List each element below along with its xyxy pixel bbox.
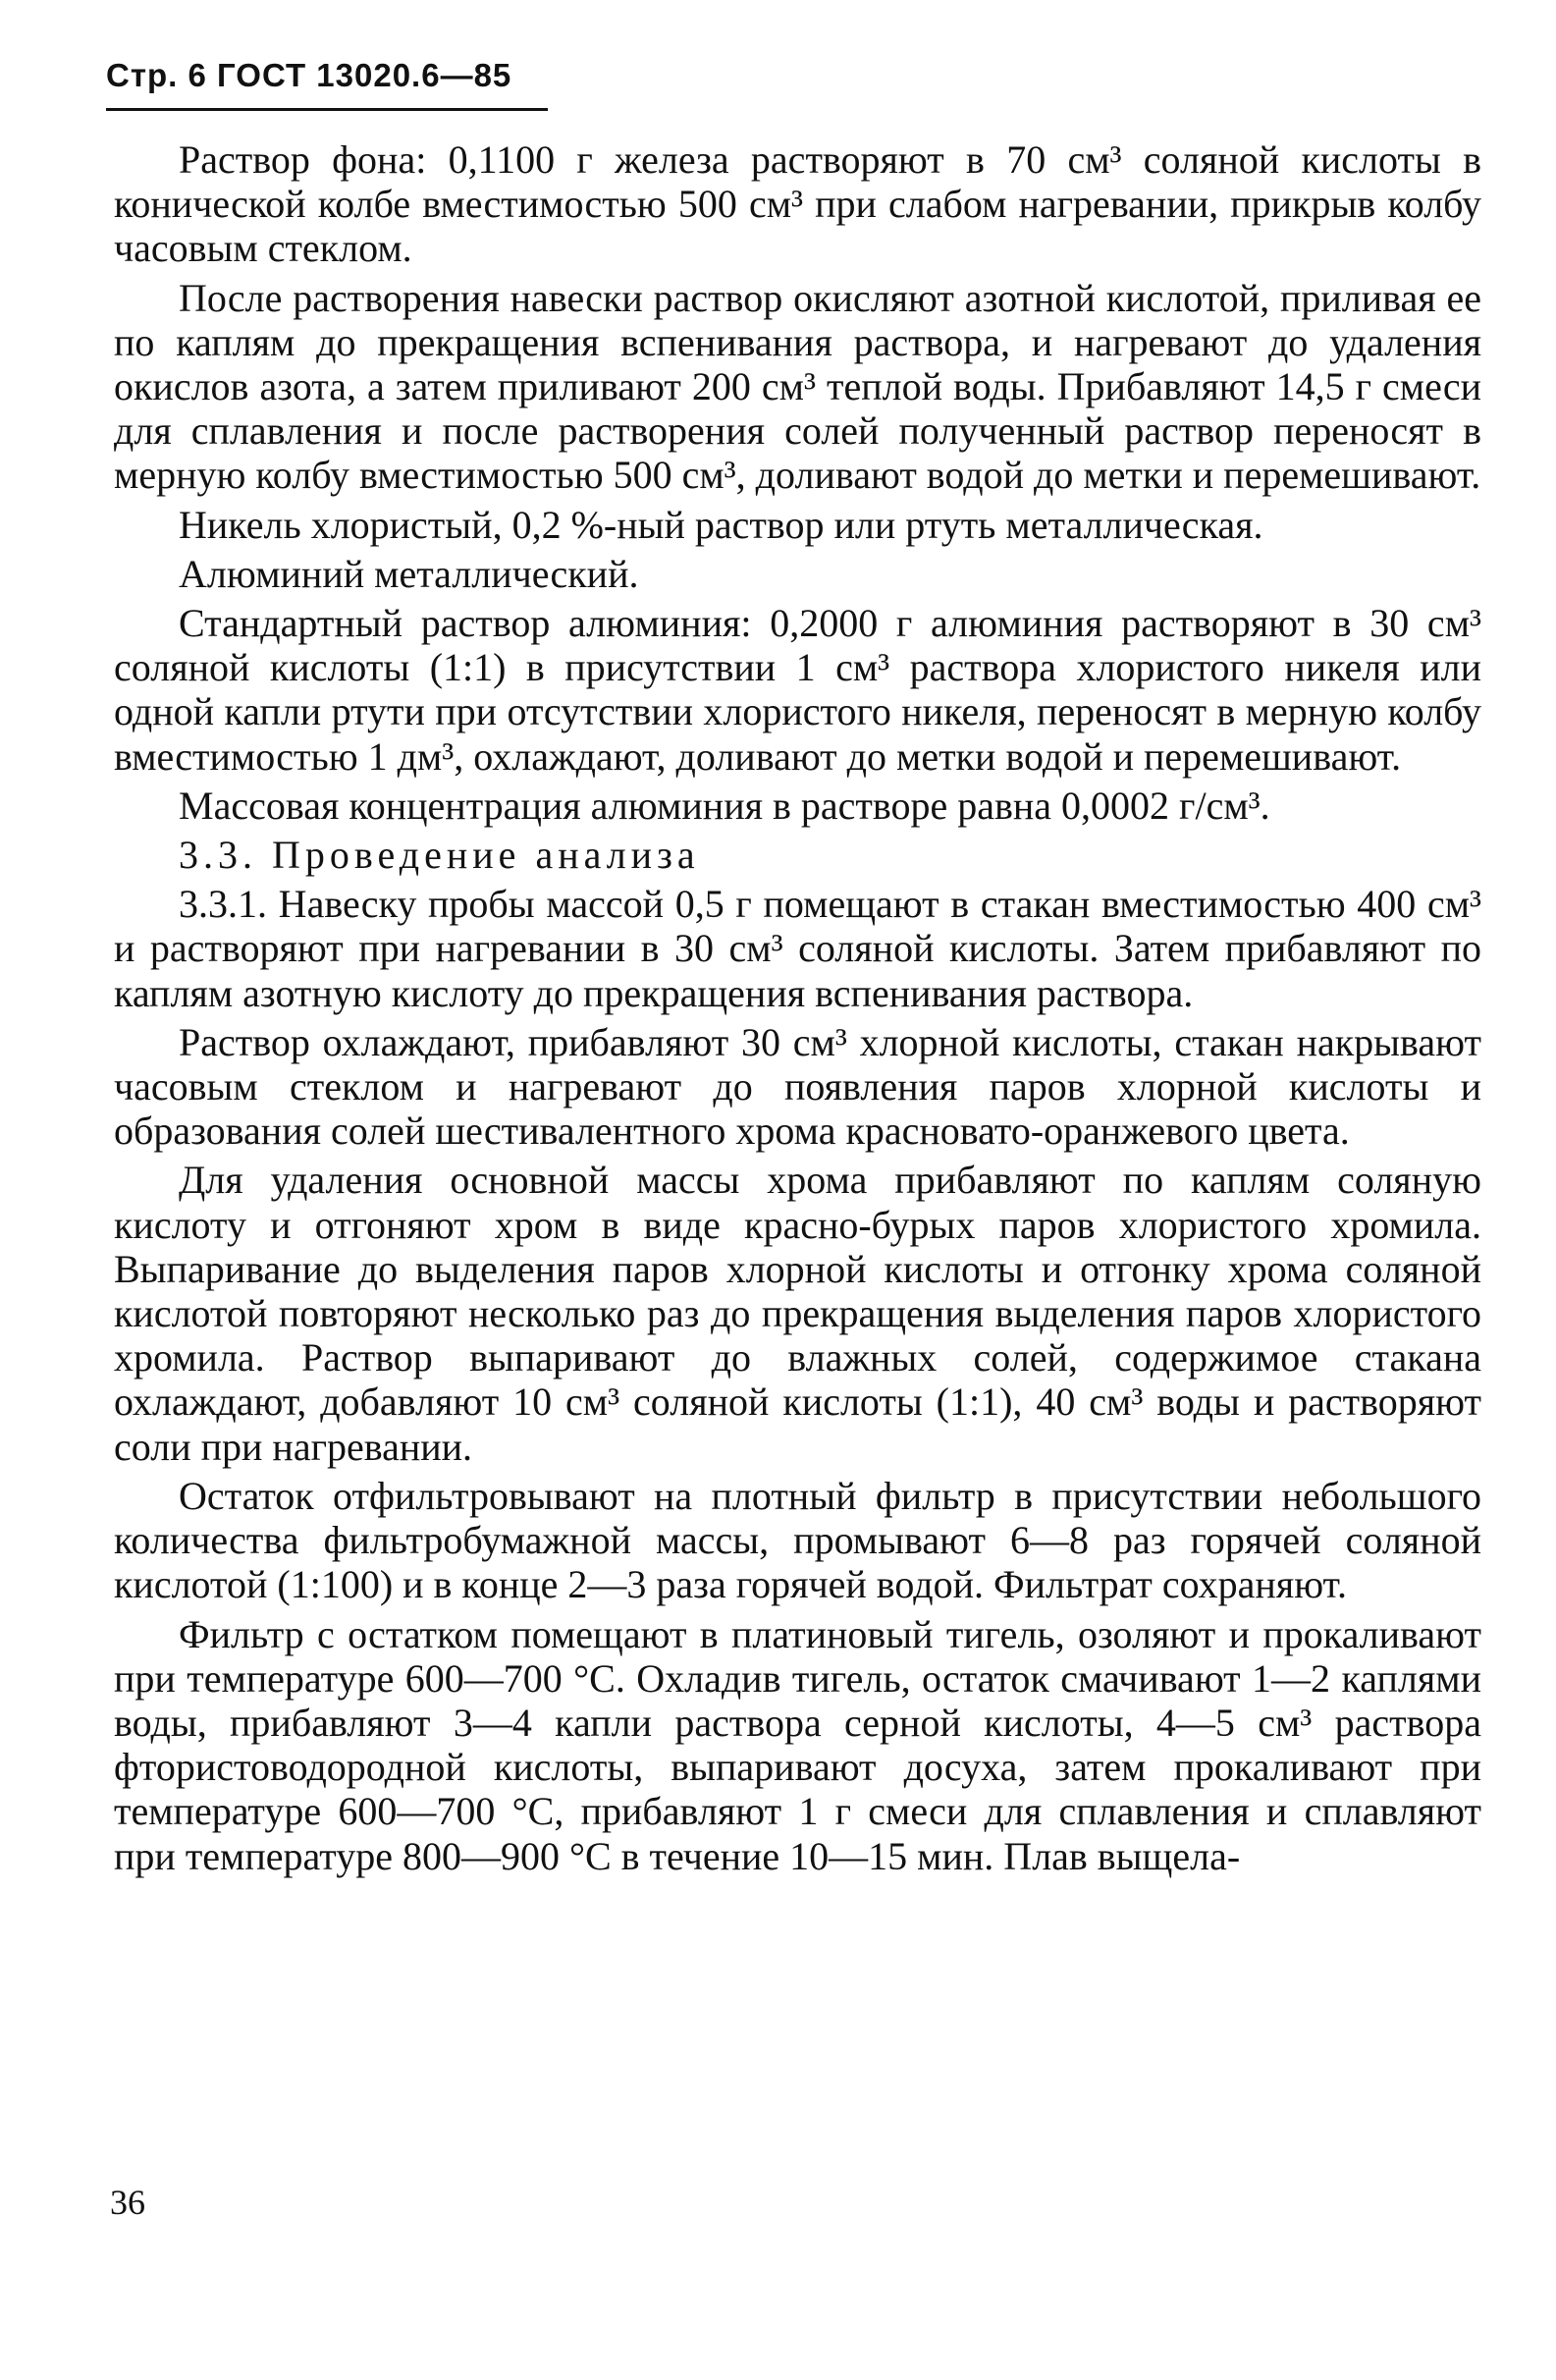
paragraph-standard-solution: Стандартный раствор алюминия: 0,2000 г алюминия растворяют в 30 см³ соляной кислоты (1:1) в присутствии 1 см³ раствора хлористого никеля или одной капли ртути при отсутствии хлористого никеля, переносят в мерную колбу вместимостью 1 дм³, охлаждают, доливают до метки водой и перемешивают. [114,601,1481,779]
paragraph-filtration: Остаток отфильтровывают на плотный фильтр в присутствии небольшого количества фильтробумажной массы, промывают 6—8 раз горячей соляной кислотой (1:100) и в конце 2—3 раза горячей водой. Фильтрат сохраняют. [114,1473,1481,1607]
header-rule [106,108,548,111]
paragraph-aluminium-metal: Алюминий металлический. [179,551,639,596]
paragraph-ignition: Фильтр с остатком помещают в платиновый тигель, озоляют и прокаливают при температуре 600—700 °С. Охладив тигель, остаток смачивают 1—2 каплями воды, прибавляют 3—4 капли раствора серной кислоты, 4—5 см³ раствора фтористоводородной кислоты, выпаривают досуха, затем прокаливают при температуре 600—700 °С, прибавляют 1 г смеси для сплавления и сплавляют при температуре 800—900 °С в течение 10—15 мин. Плав выщела- [114,1611,1481,1878]
paragraph-3-3-1: 3.3.1. Навеску пробы массой 0,5 г помещают в стакан вместимостью 400 см³ и растворяют при нагревании в 30 см³ соляной кислоты. Затем прибавляют по каплям азотную кислоту до прекращения вспенивания раствора. [114,882,1481,1015]
paragraph-cooling: Раствор охлаждают, прибавляют 30 см³ хлорной кислоты, стакан накрывают часовым стеклом и нагревают до появления паров хлорной кислоты и образования солей шестивалентного хрома красновато-оранжевого цвета. [114,1019,1481,1154]
document-body [114,137,1481,1883]
page-header: Стр. 6 ГОСТ 13020.6—85 [106,57,512,93]
paragraph-dissolution: После растворения навески раствор окисляют азотной кислотой, приливая ее по каплям до прекращения вспенивания раствора, и нагревают до удаления окислов азота, а затем приливают 200 см³ теплой воды. Прибавляют 14,5 г смеси для сплавления и после растворения солей полученный раствор переносят в мерную колбу вместимостью 500 см³, доливают водой до метки и перемешивают. [114,275,1481,498]
section-heading: 3.3. Проведение анализа [179,833,700,878]
paragraph-background-solution: Раствор фона: 0,1100 г железа растворяют в 70 см³ соляной кислоты в конической колбе вместимостью 500 см³ при слабом нагревании, прикрыв колбу часовым стеклом. [114,137,1481,271]
paragraph-chromium-removal: Для удаления основной массы хрома прибавляют по каплям соляную кислоту и отгоняют хром в виде красно-бурых паров хлористого хромила. Выпаривание до выделения паров хлорной кислоты и отгонку хрома соляной кислотой повторяют несколько раз до прекращения выделения паров хлористого хромила. Раствор выпаривают до влажных солей, содержимое стакана охлаждают, добавляют 10 см³ соляной кислоты (1:1), 40 см³ воды и растворяют соли при нагревании. [114,1158,1481,1469]
paragraph-nickel-chloride: Никель хлористый, 0,2 %-ный раствор или ртуть металлическая. [179,502,1263,547]
page-number: 36 [110,2183,145,2222]
paragraph-mass-concentration: Массовая концентрация алюминия в растворе равна 0,0002 г/см³. [179,783,1270,828]
